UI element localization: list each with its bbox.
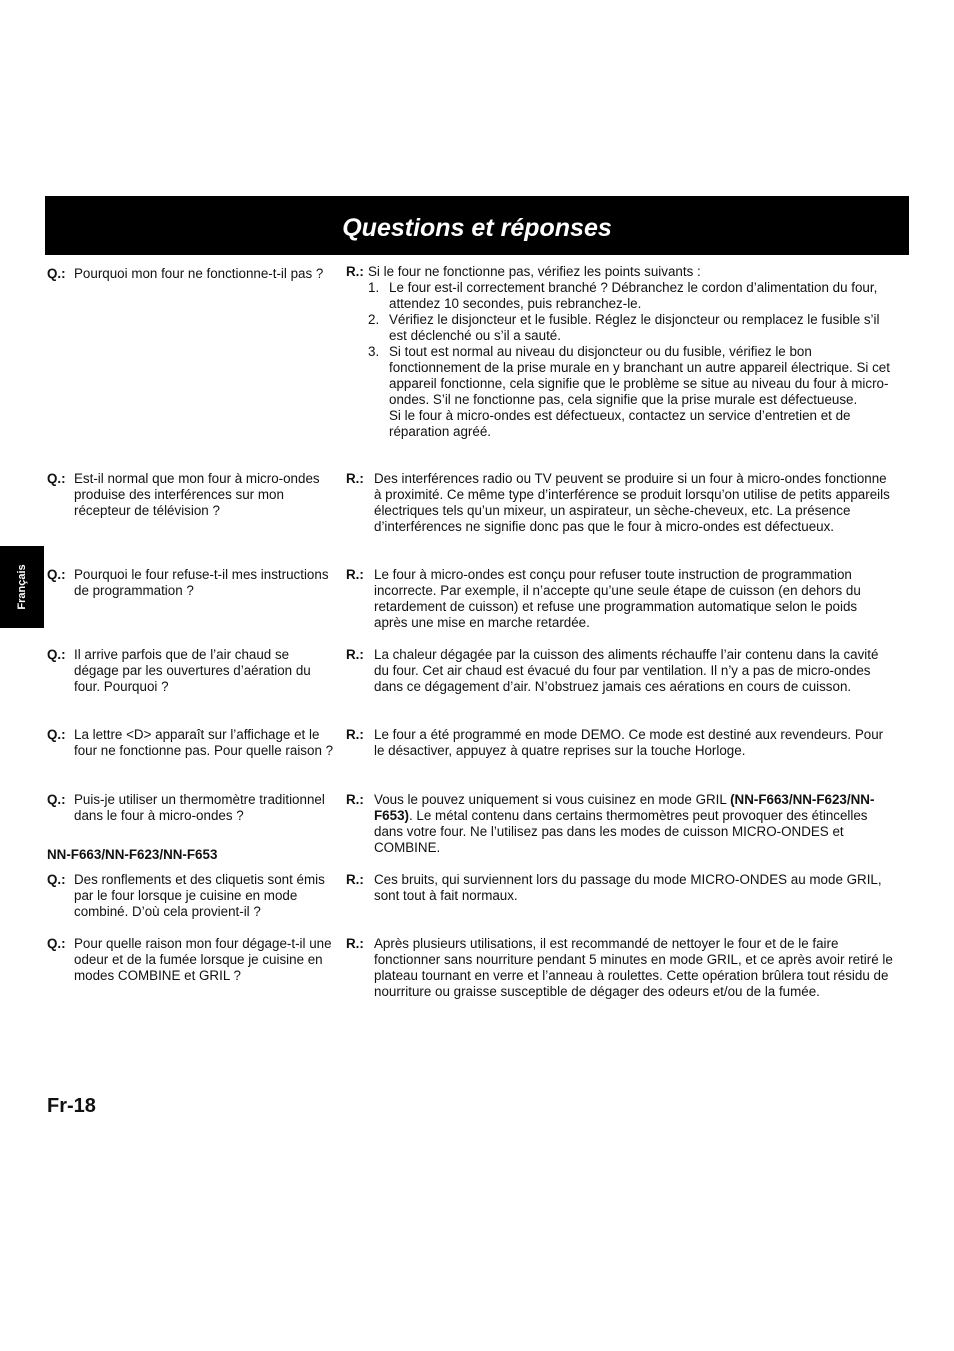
page-number: Fr-18 [47,1095,96,1117]
answer [346,264,894,440]
answer-text: Après plusieurs utilisations, il est recommandé de nettoyer le four et de le faire fonctionner sans nourriture pendant 5 minutes en mode GRIL, et ce après avoir retiré le plateau tournant en verre et l’anneau à roulettes. Cette opération brûlera tout résidu de nourriture ou graisse susceptible de dégager des odeurs et/ou de la fumée. [374,936,893,999]
question-text: Puis-je utiliser un thermomètre traditionnel dans le four à micro-ondes ? [74,792,325,823]
model-numbers: (NN-F663/NN-F623/NN-F653) [374,792,875,823]
answer [346,727,894,759]
answer [346,792,894,856]
page-title: Questions et réponses [342,214,612,242]
question-text: La lettre <D> apparaît sur l’affichage et le four ne fonctionne pas. Pour quelle raison ? [74,727,334,758]
answer-text: Le four a été programmé en mode DEMO. Ce mode est destiné aux revendeurs. Pour le désactiver, appuyez à quatre reprises sur la touche Horloge. [374,727,884,758]
answer-text: La chaleur dégagée par la cuisson des aliments réchauffe l’air contenu dans la cavité du four. Cet air chaud est évacué du four par ventilation. Il n’y a pas de micro-ondes dans ce dégagement d’air. N’obstruez jamais ces aérations en cours de cuisson. [374,647,879,694]
answer-label: R.: [346,647,364,662]
answer-label: R.: [346,727,364,742]
question-label: Q.: [47,727,66,742]
question-label: Q.: [47,567,66,582]
title-bar [45,196,909,255]
question [47,647,337,695]
answer-label: R.: [346,792,364,807]
question [47,872,337,920]
answer-text: Des interférences radio ou TV peuvent se produire si un four à micro-ondes fonctionne à proximité. Ce même type d’interférence se produit lorsqu’on utilise de petits appareils électriques tels qu’un mixeur, un aspirateur, un sèche-cheveux, etc. La présence d’interférences ne signifie donc pas que le four à micro-ondes est défectueux. [374,471,890,534]
answer [346,647,894,695]
answer-text-start: Vous le pouvez uniquement si vous cuisinez en mode GRIL [374,792,731,807]
question-label: Q.: [47,266,66,281]
language-tab-label: Français [16,564,28,610]
answer-text: Le four à micro-ondes est conçu pour refuser toute instruction de programmation incorrecte. Par exemple, il n’accepte qu’une seule étape de cuisson (en dehors du retardement de cuisson) et refuse une programmation automatique selon le poids après une mise en marche retardée. [374,567,861,630]
model-heading: NN-F663/NN-F623/NN-F653 [47,847,218,862]
answer-text: Ces bruits, qui surviennent lors du passage du mode MICRO-ONDES au mode GRIL, sont tout à fait normaux. [374,872,882,903]
question-label: Q.: [47,471,66,486]
step-number: 3. [368,344,380,359]
question [47,471,337,519]
question [47,727,337,759]
step-text: Si tout est normal au niveau du disjoncteur ou du fusible, vérifiez le bon fonctionnement de la prise murale en y branchant un autre appareil électrique. Si cet appareil fonctionne, cela signifie que le problème se situe au niveau du four à micro-ondes. S’il ne fonctionne pas, cela signifie que la prise murale est défectueuse. [389,344,890,407]
question-text: Des ronflements et des cliquetis sont émis par le four lorsque je cuisine en mode combiné. D’où cela provient-il ? [74,872,325,919]
answer-label: R.: [346,936,364,951]
question-label: Q.: [47,647,66,662]
question [47,266,337,282]
step-item [368,280,894,312]
question-label: Q.: [47,872,66,887]
answer-text [374,792,894,856]
question-label: Q.: [47,792,66,807]
question-text: Il arrive parfois que de l’air chaud se dégage par les ouvertures d’aération du four. Pourquoi ? [74,647,311,694]
step-item [368,312,894,344]
answer-label: R.: [346,471,364,486]
question [47,792,337,824]
answer-steps [346,280,894,440]
question [47,567,337,599]
answer [346,872,894,904]
step-note: Si le four à micro-ondes est défectueux, contactez un service d’entretien et de réparation agréé. [389,408,851,439]
question-label: Q.: [47,936,66,951]
question [47,936,337,984]
answer-label: R.: [346,567,364,582]
answer-label: R.: [346,264,364,279]
step-number: 1. [368,280,380,295]
step-text: Vérifiez le disjoncteur et le fusible. Réglez le disjoncteur ou remplacez le fusible s’il est déclenché ou s’il a sauté. [389,312,880,343]
step-number: 2. [368,312,380,327]
question-text: Pourquoi mon four ne fonctionne-t-il pas ? [74,266,324,281]
answer [346,471,894,535]
language-tab [0,546,44,628]
question-text: Est-il normal que mon four à micro-ondes produise des interférences sur mon récepteur de télévision ? [74,471,320,518]
question-text: Pour quelle raison mon four dégage-t-il une odeur et de la fumée lorsque je cuisine en modes COMBINE et GRIL ? [74,936,332,983]
answer [346,936,894,1000]
answer-text-end: . Le métal contenu dans certains thermomètres peut provoquer des étincelles dans votre four. Ne l’utilisez pas dans les modes de cuisson MICRO-ONDES et COMBINE. [374,808,868,855]
question-text: Pourquoi le four refuse-t-il mes instructions de programmation ? [74,567,329,598]
step-text: Le four est-il correctement branché ? Débranchez le cordon d’alimentation du four, attendez 10 secondes, puis rebranchez-le. [389,280,878,311]
answer [346,567,894,631]
answer-intro: Si le four ne fonctionne pas, vérifiez les points suivants : [368,264,701,279]
answer-label: R.: [346,872,364,887]
step-item [368,344,894,440]
